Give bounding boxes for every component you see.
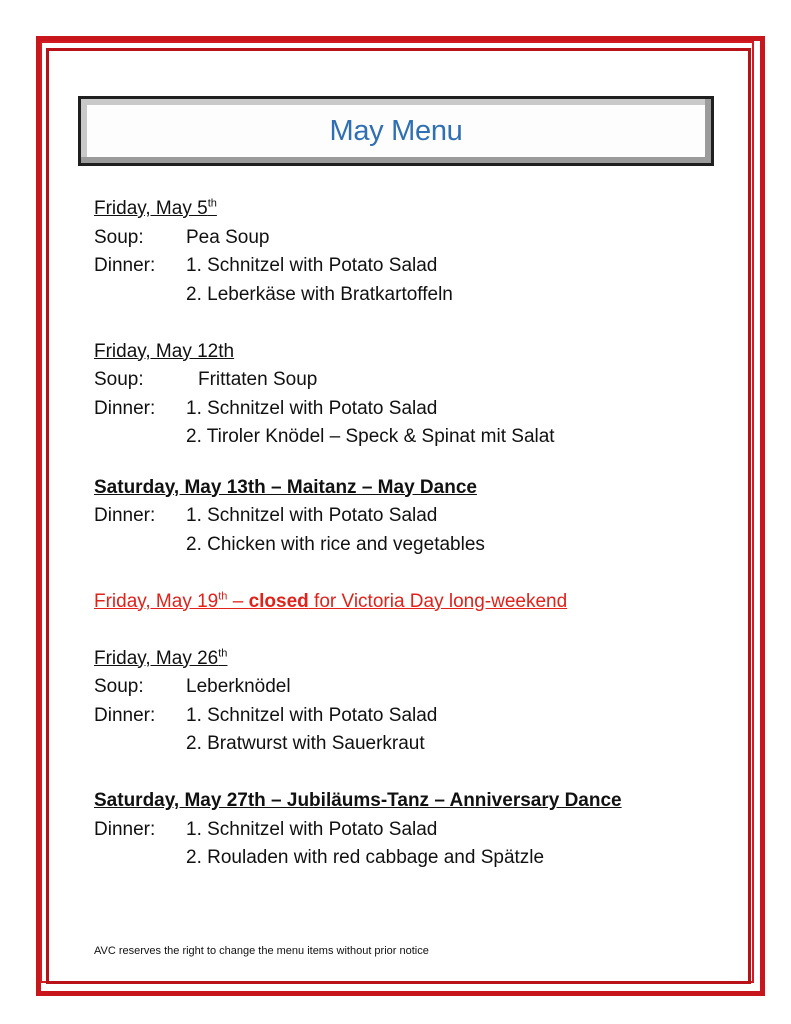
soup-label: Soup: (94, 676, 144, 697)
heading-text: Friday, May 5 (94, 198, 208, 219)
soup-label: Soup: (94, 369, 144, 390)
notice-suffix: th (218, 590, 228, 603)
closed-notice-may19 (94, 588, 714, 617)
dinner-item-2: 2. Leberkäse with Bratkartoffeln (186, 283, 453, 305)
dinner-row-may26 (94, 702, 714, 731)
dinner-row-may12-2 (94, 423, 714, 452)
dinner-row-may12 (94, 395, 714, 424)
dinner-item-1: 1. Schnitzel with Potato Salad (186, 255, 438, 276)
dinner-row-may5 (94, 252, 714, 281)
title-box (78, 96, 714, 166)
footer-disclaimer: AVC reserves the right to change the menu items without prior notice (94, 945, 429, 957)
section-heading-may27 (94, 787, 714, 816)
dinner-item-1: 1. Schnitzel with Potato Salad (186, 704, 438, 726)
heading-text: Saturday, May 27th – Jubiläums-Tanz – Anniversary Dance (94, 790, 622, 811)
soup-item: Pea Soup (186, 226, 270, 248)
section-heading-may12 (94, 338, 714, 367)
dinner-row-may26-2 (94, 730, 714, 759)
soup-row-may26 (94, 673, 714, 702)
dinner-row-may5-2 (94, 281, 714, 310)
page-title: May Menu (329, 114, 463, 147)
section-heading-may13 (94, 474, 714, 503)
soup-label: Soup: (94, 226, 144, 248)
dinner-item-1: 1. Schnitzel with Potato Salad (186, 505, 438, 526)
notice-dash: – (227, 590, 249, 612)
dinner-label: Dinner: (94, 397, 156, 419)
notice-date: Friday, May 19 (94, 590, 219, 612)
soup-item: Leberknödel (186, 676, 291, 697)
dinner-label: Dinner: (94, 704, 156, 726)
heading-text: Friday, May 26 (94, 647, 219, 669)
heading-suffix: th (218, 647, 228, 660)
dinner-row-may13 (94, 502, 714, 531)
section-heading-may26 (94, 645, 714, 674)
dinner-item-2: 2. Bratwurst with Sauerkraut (186, 733, 425, 754)
menu-list (94, 195, 714, 873)
soup-item: Frittaten Soup (198, 369, 318, 390)
dinner-label: Dinner: (94, 818, 156, 840)
dinner-label: Dinner: (94, 255, 156, 276)
dinner-label: Dinner: (94, 505, 156, 526)
dinner-row-may27 (94, 816, 714, 845)
notice-closed-word: closed (248, 590, 309, 612)
dinner-item-1: 1. Schnitzel with Potato Salad (186, 397, 438, 419)
section-heading-may5 (94, 195, 714, 224)
dinner-item-2: 2. Tiroler Knödel – Speck & Spinat mit Salat (186, 426, 555, 447)
soup-row-may12 (94, 366, 714, 395)
heading-text: Saturday, May 13th – Maitanz – May Dance (94, 476, 477, 498)
notice-reason: for Victoria Day long-weekend (308, 590, 568, 612)
heading-text: Friday, May 12th (94, 340, 235, 362)
dinner-item-1: 1. Schnitzel with Potato Salad (186, 818, 438, 840)
dinner-item-2: 2. Rouladen with red cabbage and Spätzle (186, 847, 545, 868)
heading-suffix: th (207, 197, 217, 210)
dinner-row-may13-2 (94, 531, 714, 560)
dinner-row-may27-2 (94, 844, 714, 873)
soup-row-may5 (94, 224, 714, 253)
dinner-item-2: 2. Chicken with rice and vegetables (186, 533, 485, 555)
